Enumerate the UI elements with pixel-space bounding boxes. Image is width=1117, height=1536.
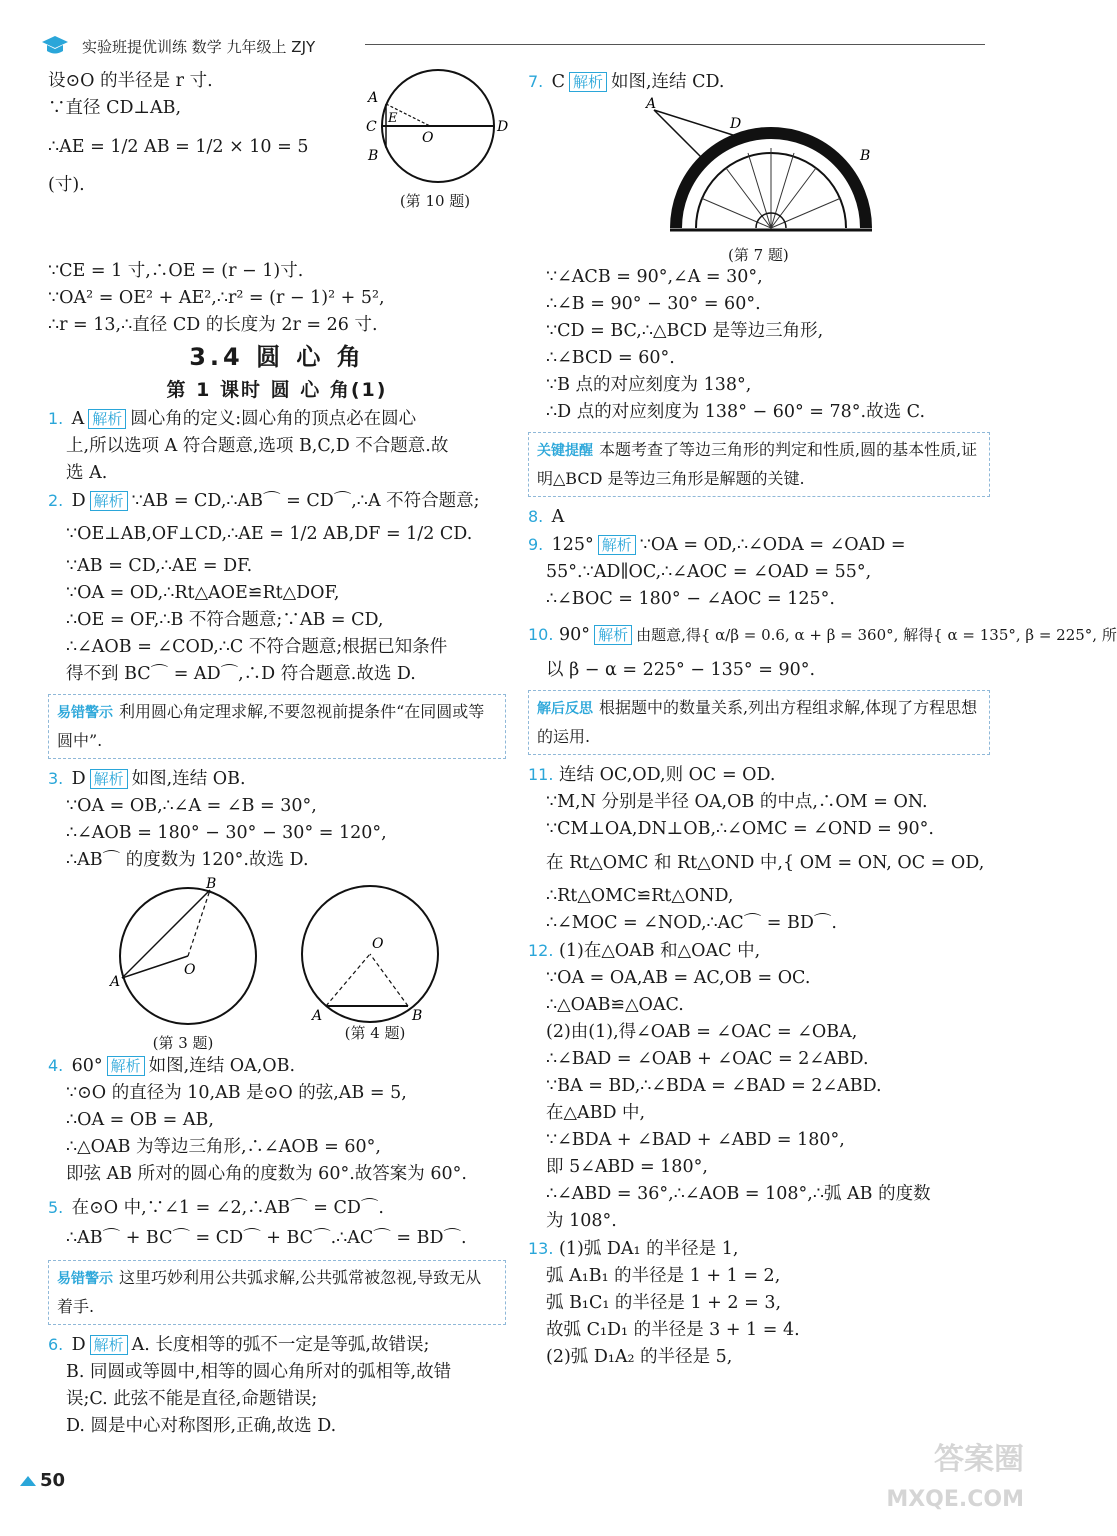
text-line: 故弧 C₁D₁ 的半径是 3 + 1 = 4. bbox=[546, 1320, 800, 1340]
text-line: (2)由(1),得∠OAB = ∠OAC = ∠OBA, bbox=[546, 1022, 858, 1042]
watermark-logo: 答案圈 bbox=[934, 1442, 1024, 1477]
text-line: ∴∠BCD = 60°. bbox=[546, 348, 675, 368]
figure-caption: (第 10 题) bbox=[399, 192, 471, 210]
text-line: ∵∠ACB = 90°,∠A = 30°, bbox=[546, 267, 763, 287]
text-line: ∴OE = OF,∴B 不符合题意;∵AB = CD, bbox=[66, 610, 384, 630]
q4-line: 4. 60° 解析 如图,连结 OA,OB. bbox=[48, 1056, 296, 1076]
text-line: ∴∠ABD = 36°,∴∠AOB = 108°,∴弧 AB 的度数 bbox=[546, 1184, 931, 1204]
text-line: ∴OA = OB = AB, bbox=[66, 1110, 214, 1130]
text-line: ∵OA = OA,AB = AC,OB = OC. bbox=[546, 968, 811, 988]
text-line: ∴∠BOC = 180° − ∠AOC = 125°. bbox=[546, 589, 835, 609]
svg-text:A: A bbox=[646, 96, 657, 112]
analysis-tag: 解析 bbox=[107, 1056, 145, 1076]
text-line: 选 A. bbox=[66, 463, 108, 483]
text-line: 弧 B₁C₁ 的半径是 1 + 2 = 3, bbox=[546, 1293, 782, 1313]
analysis-tag: 解析 bbox=[90, 1335, 128, 1355]
lesson-title: 第 1 课时 圆 心 角(1) bbox=[166, 379, 388, 401]
q1-line: 1. A 解析 圆心角的定义:圆心角的顶点必在圆心 bbox=[48, 409, 417, 429]
text-line: ∵∠BDA + ∠BAD + ∠ABD = 180°, bbox=[546, 1130, 845, 1150]
figure-4 bbox=[300, 884, 450, 1043]
text-line: B. 同圆或等圆中,相等的圆心角所对的弧相等,故错 bbox=[66, 1362, 452, 1382]
text-line: ∵AB = CD,∴AE = DF. bbox=[66, 556, 253, 576]
left-column bbox=[48, 68, 509, 1440]
text-line: ∵直径 CD⊥AB, bbox=[48, 98, 182, 118]
text-line: ∵B 点的对应刻度为 138°, bbox=[546, 375, 752, 395]
svg-text:O: O bbox=[372, 936, 384, 952]
figure-3 bbox=[108, 878, 258, 1053]
note-text: 根据题中的数量关系,列出方程组求解,体现了方程思想的运用. bbox=[537, 698, 978, 746]
q3-line: 3. D 解析 如图,连结 OB. bbox=[48, 769, 246, 789]
text-line: ∵M,N 分别是半径 OA,OB 的中点,∴OM = ON. bbox=[546, 792, 928, 812]
label-O: O bbox=[422, 130, 434, 146]
text-line: 以 β − α = 225° − 135° = 90°. bbox=[546, 660, 816, 680]
note-box bbox=[528, 432, 990, 497]
text-line: ∵OA² = OE² + AE²,∴r² = (r − 1)² + 5², bbox=[48, 288, 385, 308]
text-line: ∵BA = BD,∴∠BDA = ∠BAD = 2∠ABD. bbox=[546, 1076, 882, 1096]
text-line: 在△ABD 中, bbox=[546, 1103, 646, 1123]
q5-line: 5. 在⊙O 中,∵∠1 = ∠2,∴AB⌒ = CD⌒. bbox=[48, 1198, 384, 1218]
text-line: ∴AE = 1/2 AB = 1/2 × 10 = 5 bbox=[48, 137, 309, 157]
note-box bbox=[48, 1260, 506, 1325]
q13-line: 13. (1)弧 DA₁ 的半径是 1, bbox=[528, 1239, 739, 1259]
circle-diagram-3 bbox=[108, 878, 258, 1028]
text-line: ∵CD = BC,∴△BCD 是等边三角形, bbox=[546, 321, 824, 341]
svg-text:A: A bbox=[312, 1008, 323, 1024]
text-line: ∴AB⌒ 的度数为 120°.故选 D. bbox=[66, 850, 309, 870]
right-column bbox=[528, 68, 1117, 1371]
text-line: ∴D 点的对应刻度为 138° − 60° = 78°.故选 C. bbox=[546, 402, 926, 422]
page-number: 50 bbox=[20, 1470, 65, 1491]
text-line: 得不到 BC⌒ = AD⌒,∴D 符合题意.故选 D. bbox=[66, 664, 416, 684]
text-line: ∴AB⌒ + BC⌒ = CD⌒ + BC⌒.∴AC⌒ = BD⌒. bbox=[66, 1228, 467, 1248]
intro-block bbox=[48, 68, 509, 258]
book-logo-icon bbox=[40, 34, 70, 56]
svg-text:O: O bbox=[184, 962, 196, 978]
analysis-tag: 解析 bbox=[598, 535, 636, 555]
text-line: ∴∠AOB = 180° − 30° − 30° = 120°, bbox=[66, 823, 387, 843]
text-line: ∵OE⊥AB,OF⊥CD,∴AE = 1/2 AB,DF = 1/2 CD. bbox=[66, 524, 473, 544]
text-line: ∴Rt△OMC≌Rt△OND, bbox=[546, 886, 734, 906]
text-line: 误;C. 此弦不能是直径,命题错误; bbox=[66, 1389, 318, 1409]
figure-caption: (第 7 题) bbox=[728, 246, 789, 264]
text-line: 即弦 AB 所对的圆心角的度数为 60°.故答案为 60°. bbox=[66, 1164, 467, 1184]
watermark bbox=[886, 1440, 1024, 1520]
analysis-tag: 解析 bbox=[594, 625, 632, 645]
text-line: ∴△OAB 为等边三角形,∴∠AOB = 60°, bbox=[66, 1137, 381, 1157]
label-C: C bbox=[366, 119, 377, 135]
analysis-tag: 解析 bbox=[569, 72, 607, 92]
page-header bbox=[40, 30, 985, 60]
circle-diagram-10 bbox=[360, 68, 510, 186]
text-line: ∴∠AOB = ∠COD,∴C 不符合题意;根据已知条件 bbox=[66, 637, 448, 657]
text-line: 设⊙O 的半径是 r 寸. bbox=[48, 71, 213, 91]
text-line: 上,所以选项 A 符合题意,选项 B,C,D 不合题意.故 bbox=[66, 436, 449, 456]
note-box bbox=[48, 694, 506, 759]
figure-10 bbox=[360, 68, 510, 211]
text-line: 55°.∵AD∥OC,∴∠AOC = ∠OAD = 55°, bbox=[546, 562, 872, 582]
q2-line: 2. D 解析 ∵AB = CD,∴AB⌒ = CD⌒,∴A 不符合题意; bbox=[48, 491, 480, 511]
watermark-url: MXQE.COM bbox=[886, 1487, 1024, 1512]
note-tag: 关键提醒 bbox=[537, 443, 593, 459]
text-line: ∴∠BAD = ∠OAB + ∠OAC = 2∠ABD. bbox=[546, 1049, 869, 1069]
label-E: E bbox=[388, 111, 398, 126]
text-line: ∵CM⊥OA,DN⊥OB,∴∠OMC = ∠OND = 90°. bbox=[546, 819, 934, 839]
label-B: B bbox=[368, 148, 379, 164]
circle-diagram-4 bbox=[300, 884, 450, 1028]
note-tag: 解后反思 bbox=[537, 701, 593, 717]
note-text: 本题考查了等边三角形的判定和性质,圆的基本性质,证明△BCD 是等边三角形是解题的关键. bbox=[537, 440, 978, 488]
text-line: ∵CE = 1 寸,∴OE = (r − 1)寸. bbox=[48, 261, 304, 281]
svg-text:B: B bbox=[412, 1008, 423, 1024]
text-line: ∴△OAB≌△OAC. bbox=[546, 995, 684, 1015]
text-line: ∵⊙O 的直径为 10,AB 是⊙O 的弦,AB = 5, bbox=[66, 1083, 407, 1103]
q8-line: 8. A bbox=[528, 507, 565, 527]
svg-text:B: B bbox=[860, 148, 871, 164]
svg-text:B: B bbox=[206, 876, 217, 892]
text-line: ∴∠B = 90° − 30° = 60°. bbox=[546, 294, 761, 314]
text-line: (2)弧 D₁A₂ 的半径是 5, bbox=[546, 1347, 733, 1367]
text-line: ∴∠MOC = ∠NOD,∴AC⌒ = BD⌒. bbox=[546, 913, 837, 933]
text-line: (寸). bbox=[48, 175, 85, 195]
analysis-tag: 解析 bbox=[88, 409, 126, 429]
text-line: 为 108°. bbox=[546, 1211, 617, 1231]
label-A: A bbox=[368, 90, 379, 106]
note-text: 这里巧妙利用公共弧求解,公共弧常被忽视,导致无从着手. bbox=[57, 1268, 482, 1316]
page-arrow-icon bbox=[20, 1476, 36, 1486]
q7-line: 7. C 解析 如图,连结 CD. bbox=[528, 72, 725, 92]
header-rule bbox=[365, 44, 985, 45]
text-line: ∴r = 13,∴直径 CD 的长度为 2r = 26 寸. bbox=[48, 315, 378, 335]
q11-line: 11. 连结 OC,OD,则 OC = OD. bbox=[528, 765, 776, 785]
figure-caption: (第 4 题) bbox=[344, 1024, 406, 1042]
figure-caption: (第 3 题) bbox=[152, 1034, 214, 1052]
q6-line: 6. D 解析 A. 长度相等的弧不一定是等弧,故错误; bbox=[48, 1335, 430, 1355]
q12-line: 12. (1)在△OAB 和△OAC 中, bbox=[528, 941, 761, 961]
analysis-tag: 解析 bbox=[90, 491, 128, 511]
text-line: 弧 A₁B₁ 的半径是 1 + 1 = 2, bbox=[546, 1266, 781, 1286]
q9-line: 9. 125° 解析 ∵OA = OD,∴∠ODA = ∠OAD = bbox=[528, 535, 906, 555]
q10-line: 10. 90° 解析 由题意,得{ α/β = 0.6, α + β = 360°, 解得{ α = 135°, β = 225°, 所 bbox=[528, 625, 1117, 645]
header-title: 实验班提优训练 数学 九年级上 ZJY bbox=[82, 38, 316, 56]
section-title: 3.4 圆 心 角 bbox=[189, 343, 365, 371]
figures-3-4 bbox=[48, 874, 506, 1052]
text-line: 在 Rt△OMC 和 Rt△OND 中,{ OM = ON, OC = OD, bbox=[546, 853, 985, 873]
text-line: D. 圆是中心对称图形,正确,故选 D. bbox=[66, 1416, 337, 1436]
note-text: 利用圆心角定理求解,不要忽视前提条件“在同圆或等圆中”. bbox=[57, 702, 485, 750]
text-line: ∵OA = OB,∴∠A = ∠B = 30°, bbox=[66, 796, 317, 816]
analysis-tag: 解析 bbox=[90, 769, 128, 789]
figure-7 bbox=[528, 96, 990, 264]
note-tag: 易错警示 bbox=[57, 1271, 113, 1287]
text-line: ∵OA = OD,∴Rt△AOE≌Rt△DOF, bbox=[66, 583, 340, 603]
svg-text:A: A bbox=[110, 974, 121, 990]
text-line: 即 5∠ABD = 180°, bbox=[546, 1157, 708, 1177]
label-D: D bbox=[497, 119, 509, 135]
protractor-diagram bbox=[646, 98, 886, 238]
note-box bbox=[528, 690, 990, 755]
note-tag: 易错警示 bbox=[57, 705, 113, 721]
svg-text:D: D bbox=[730, 116, 742, 132]
